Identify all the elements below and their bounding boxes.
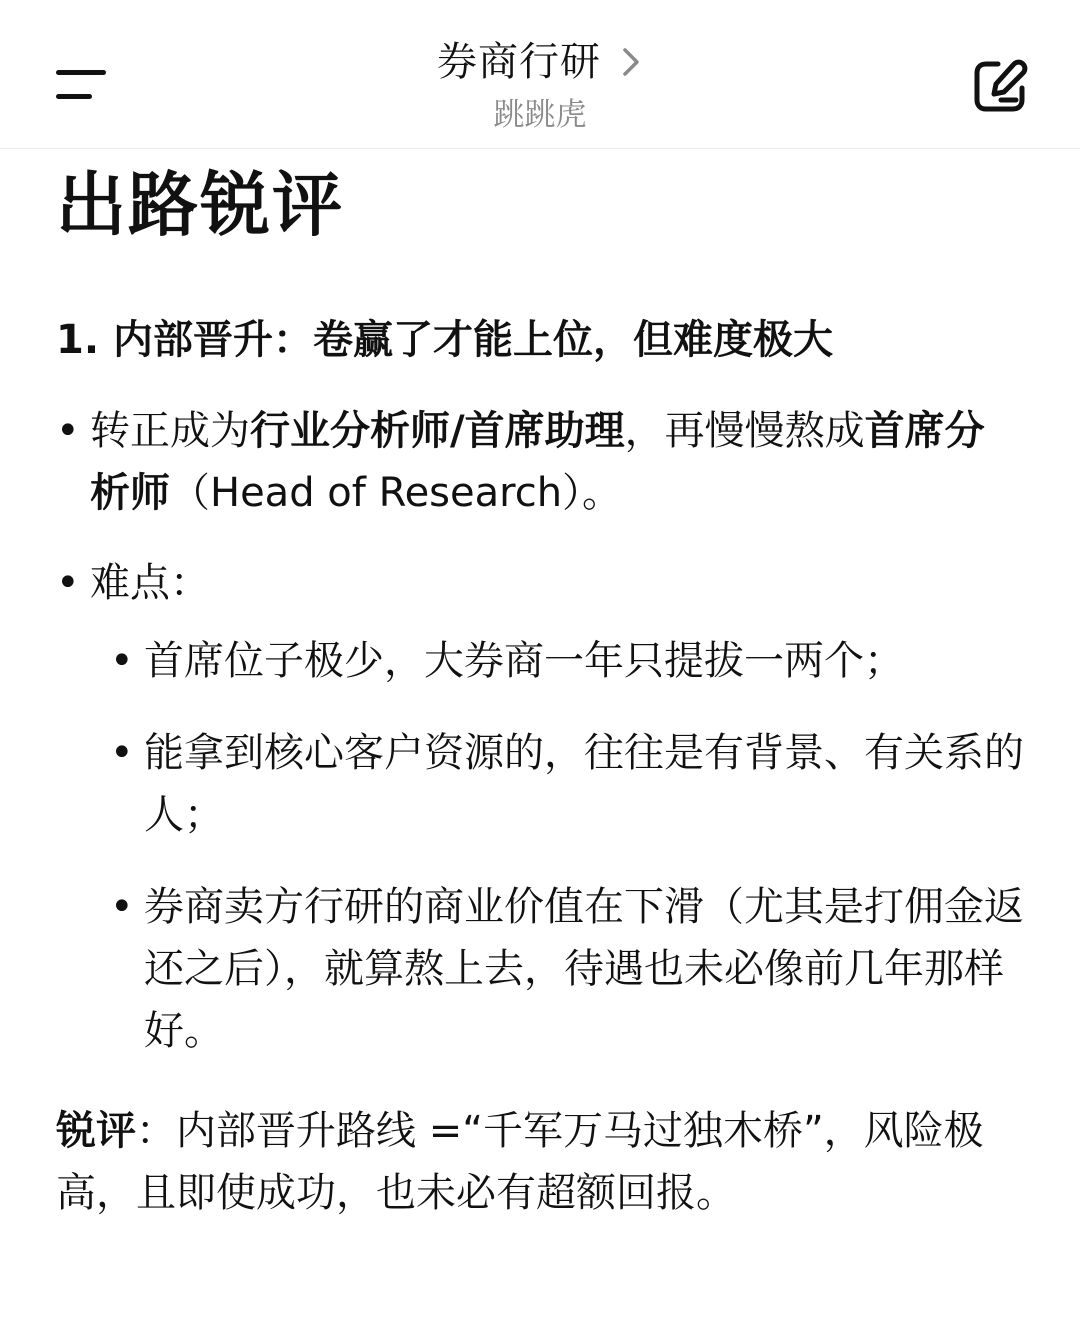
bullet-dot: • — [110, 638, 134, 684]
bullet-dot: • — [110, 884, 134, 930]
verdict-text: ：内部晋升路线 =“千军万马过独木桥”，风险极高，且即使成功，也未必有超额回报。 — [56, 1108, 984, 1216]
chat-title: 券商行研 — [437, 39, 601, 85]
edit-icon-graphic — [970, 56, 1030, 116]
bullet-bold-text: 行业分析师/首席助理 — [250, 408, 625, 454]
bullet-dot: • — [56, 560, 80, 606]
message-content — [56, 160, 1024, 1224]
section-heading: 1. 内部晋升：卷赢了才能上位，但难度极大 — [56, 317, 833, 363]
bullet-dot: • — [56, 408, 80, 454]
sub-list-item — [110, 630, 1024, 692]
chat-subtitle: 跳跳虎 — [493, 97, 587, 133]
bullet-bold-text: 首席分析师 — [90, 408, 985, 516]
chat-title-button[interactable] — [437, 34, 643, 90]
bullet-text: ，再慢慢熬成 — [624, 408, 865, 454]
sub-item-text: 券商卖方行研的商业价值在下滑（尤其是打佣金返还之后），就算熬上去，待遇也未必像前几年那样好。 — [144, 884, 1024, 1054]
sub-list-item — [110, 876, 1024, 1062]
chevron-right-icon — [619, 45, 643, 79]
verdict-paragraph — [56, 1100, 1024, 1224]
list-item — [56, 552, 1024, 614]
bullet-label: 难点： — [90, 560, 210, 606]
edit-icon[interactable] — [970, 56, 1030, 116]
list-item — [56, 400, 1024, 524]
bullet-dot: • — [110, 730, 134, 776]
sub-item-text: 能拿到核心客户资源的，往往是有背景、有关系的人； — [144, 730, 1024, 838]
sub-list-item — [110, 722, 1024, 846]
title-block — [0, 34, 1080, 136]
sub-list — [56, 630, 1024, 1062]
bullet-text: （Head of Research）。 — [170, 470, 623, 516]
sub-item-text: 首席位子极少，大券商一年只提拔一两个； — [144, 638, 904, 684]
verdict-label: 锐评 — [56, 1108, 136, 1154]
bullet-text: 转正成为 — [90, 408, 250, 454]
top-nav-bar — [0, 0, 1080, 149]
page-title: 出路锐评 — [56, 164, 344, 246]
